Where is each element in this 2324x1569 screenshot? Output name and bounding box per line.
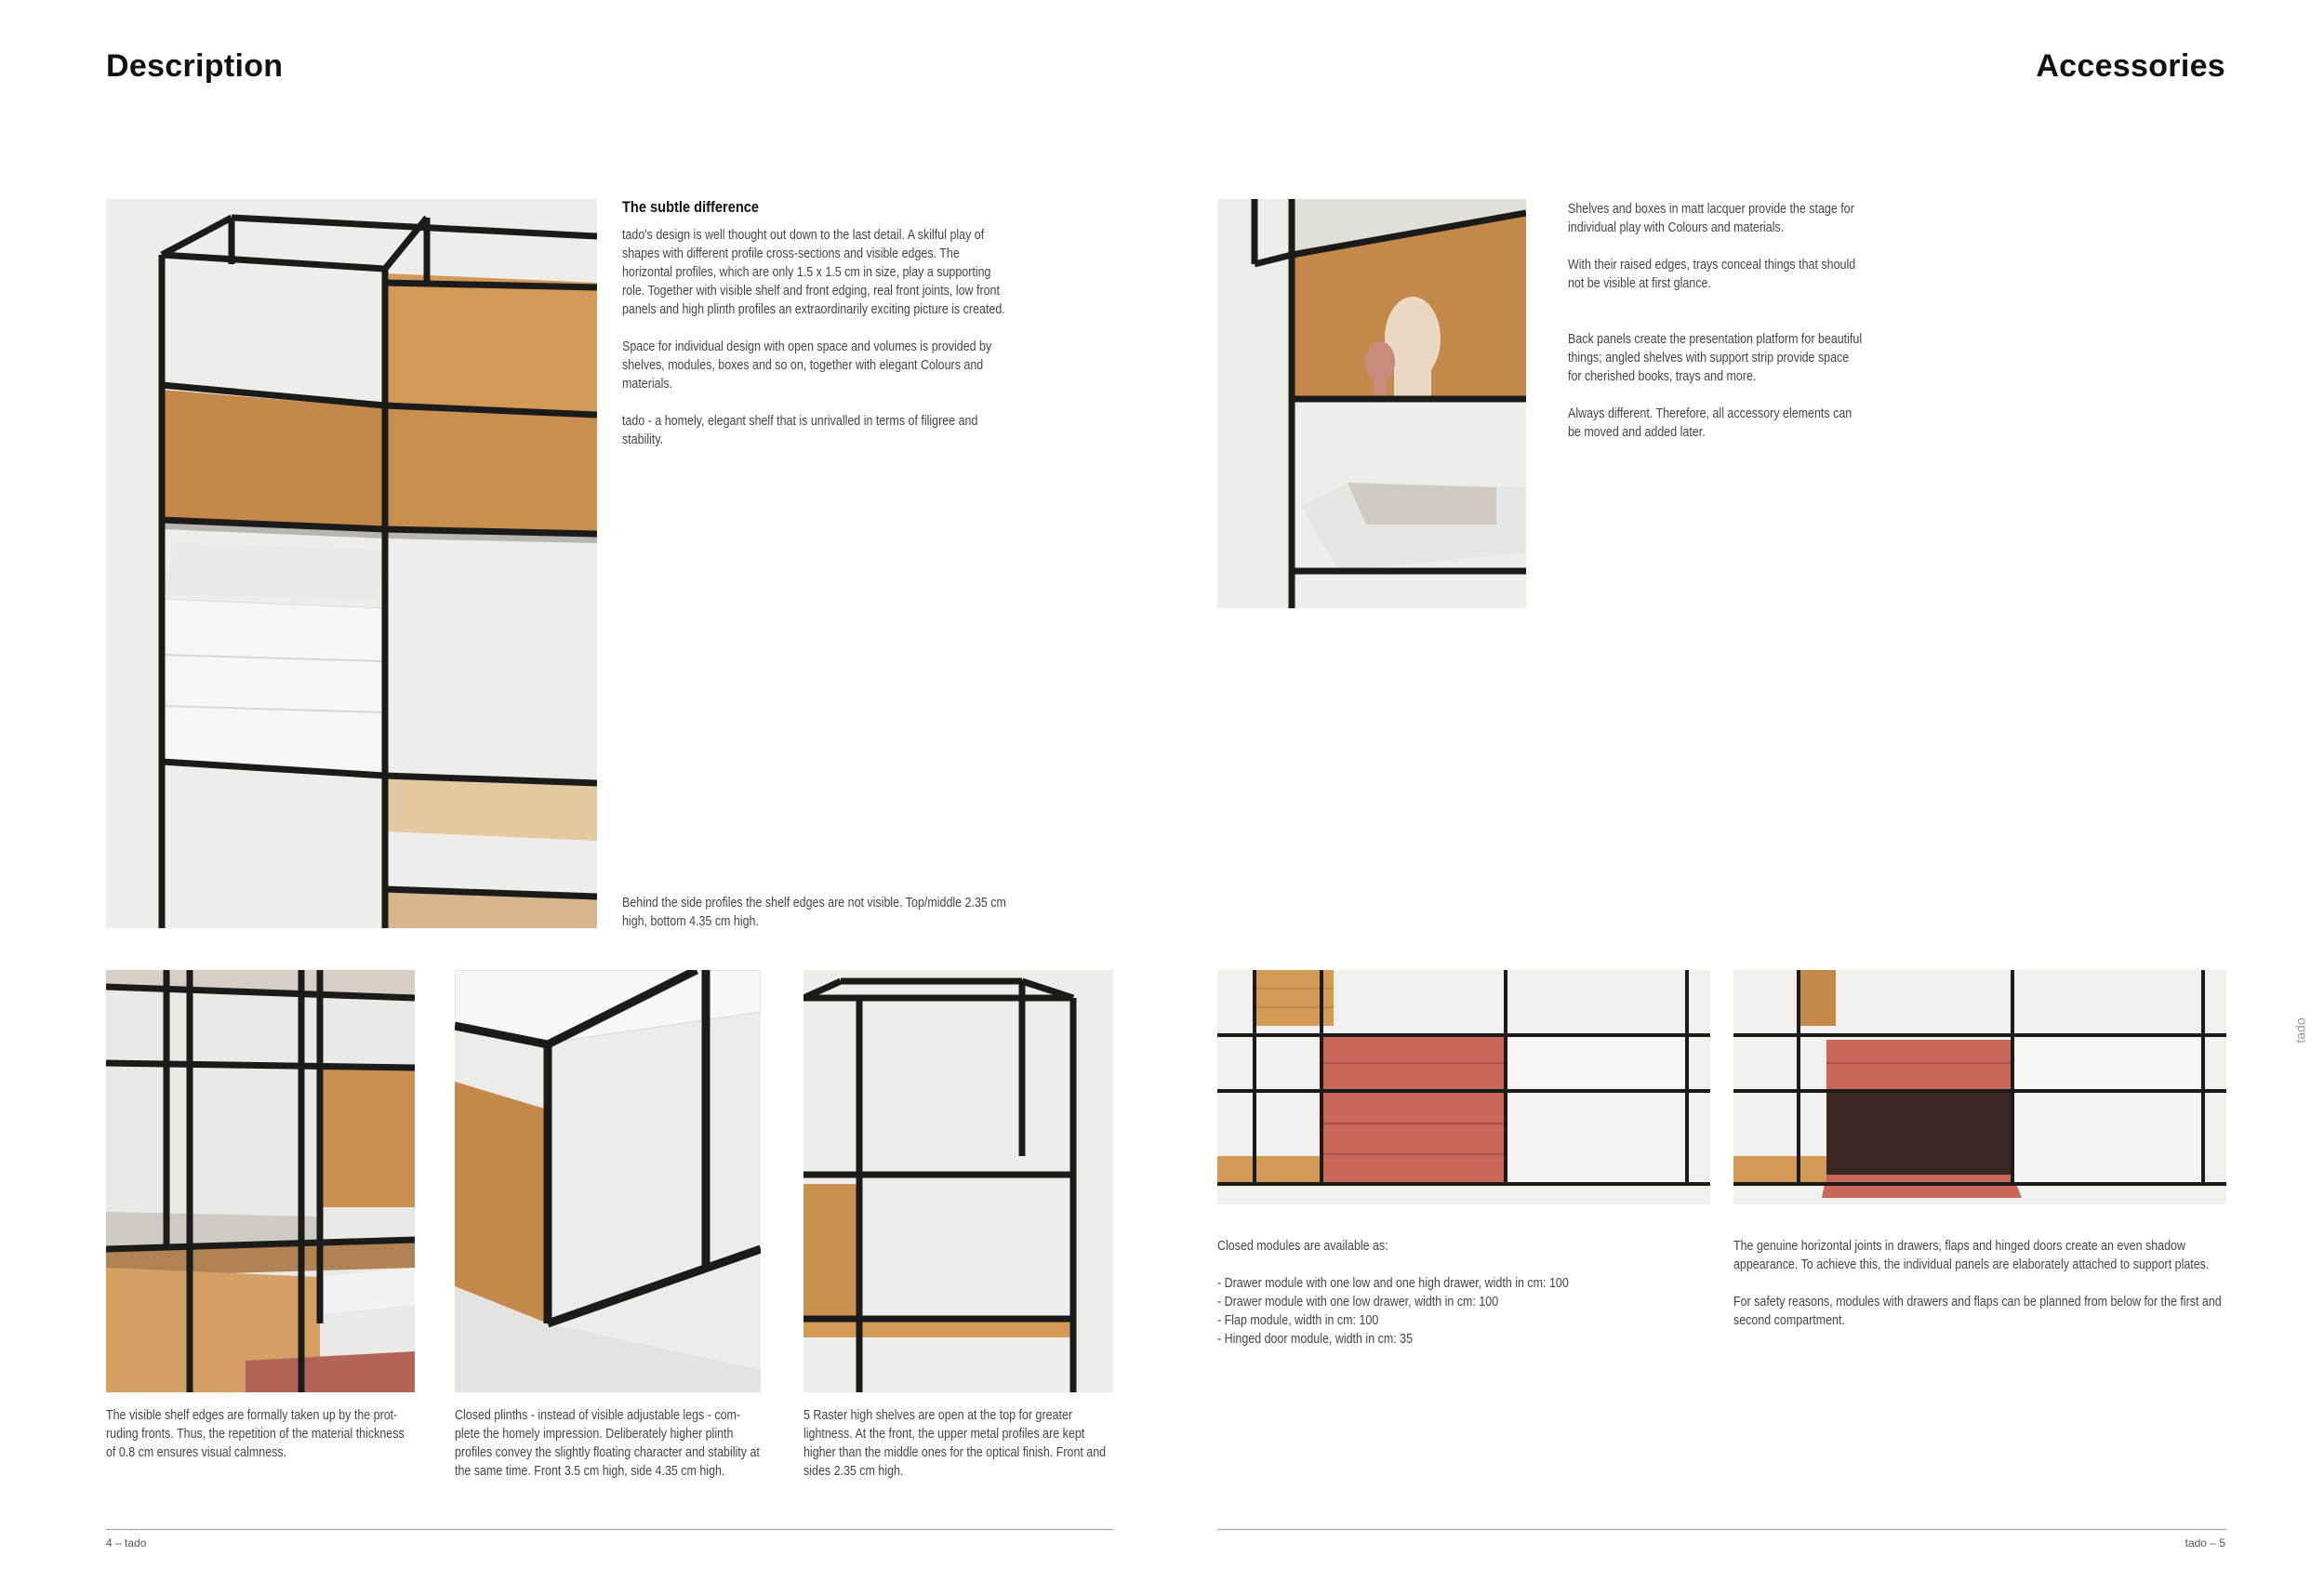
main-photo-caption: Behind the side profiles the shelf edges are not visible. Top/middle 2.35 cm high, bottom 4.35 cm high.: [622, 896, 1006, 929]
section-heading: The subtle difference: [622, 198, 760, 216]
accessories-paragraph: Always different. Therefore, all accessory elements can be moved and added later.: [1568, 406, 1853, 440]
closed-modules-photo: [1217, 970, 1710, 1204]
description-text-block: [622, 198, 1013, 468]
modules-text-block: [1217, 1237, 1641, 1349]
caption-raster: 5 Raster high shelves are open at the top for greater lightness. At the front, the upper metal profiles are kept higher than the middle ones for the optical finish. Front and sides 2.35 cm high.: [803, 1408, 1107, 1479]
modules-list: [1217, 1274, 1641, 1349]
modules-intro: Closed modules are available as:: [1217, 1239, 1388, 1254]
plinth-photo: [455, 970, 761, 1392]
shelf-edges-photo: [106, 970, 415, 1392]
page-number-left: 4 – tado: [106, 1536, 147, 1549]
caption-plinth: Closed plinths - instead of visible adjustable legs - com-plete the homely impression. Deliberately higher plinth profiles convey the slightly floating character and stability at the same time. Front 3.5 cm high, side 4.35 cm high.: [455, 1408, 760, 1479]
joints-text-block: [1733, 1237, 2229, 1349]
list-item: - Hinged door module, width in cm: 35: [1217, 1332, 1414, 1347]
description-paragraph: Space for individual design with open space and volumes is provided by shelves, modules, boxes and so on, together with elegant Colours and materials.: [622, 339, 992, 392]
accessories-text-block: [1568, 200, 1866, 460]
page-number-right: tado – 5: [2185, 1536, 2225, 1549]
raster-shelf-photo: [803, 970, 1113, 1392]
caption-shelf-edges: The visible shelf edges are formally taken up by the prot-ruding fronts. Thus, the repetition of the material thickness of 0.8 cm ensures visual calmness.: [106, 1408, 405, 1460]
open-modules-photo: [1733, 970, 2226, 1204]
accessories-paragraph: With their raised edges, trays conceal things that should not be visible at first glance.: [1568, 258, 1856, 291]
list-item: - Drawer module with one low drawer, width in cm: 100: [1217, 1295, 1499, 1310]
footer-rule-right: [1217, 1529, 2226, 1530]
page-title-accessories: Accessories: [2036, 48, 2225, 84]
accessories-paragraph: Back panels create the presentation platform for beautiful things; angled shelves with support strip provide space for cherished books, trays and more.: [1568, 332, 1863, 384]
footer-rule-left: [106, 1529, 1113, 1530]
joints-paragraph: The genuine horizontal joints in drawers, flaps and hinged doors create an even shadow appearance. To achieve this, the individual panels are elaborately attached to support plates.: [1733, 1239, 2210, 1272]
description-paragraph: tado's design is well thought out down to the last detail. A skilful play of shapes with different profile cross-sections and visible edges. The horizontal profiles, which are only 1.5 x 1.5 cm in size, play a supporting role. Together with visible shelf and front edging, real front joints, low front panels and high plinth profiles an extraordinarily exciting picture is created.: [622, 228, 1005, 317]
list-item: - Drawer module with one low and one high drawer, width in cm: 100: [1217, 1276, 1569, 1291]
list-item: - Flap module, width in cm: 100: [1217, 1313, 1379, 1328]
description-paragraph: tado - a homely, elegant shelf that is unrivalled in terms of filigree and stability.: [622, 414, 978, 447]
accessories-paragraph: Shelves and boxes in matt lacquer provide the stage for individual play with Colours and materials.: [1568, 202, 1854, 235]
main-shelf-photo: [106, 199, 597, 928]
joints-paragraph: For safety reasons, modules with drawers and flaps can be planned from below for the first and second compartment.: [1733, 1295, 2222, 1328]
accessories-shelf-photo: [1217, 199, 1526, 608]
side-tab-label: tado: [2292, 1017, 2308, 1044]
page-title-description: Description: [106, 48, 284, 84]
